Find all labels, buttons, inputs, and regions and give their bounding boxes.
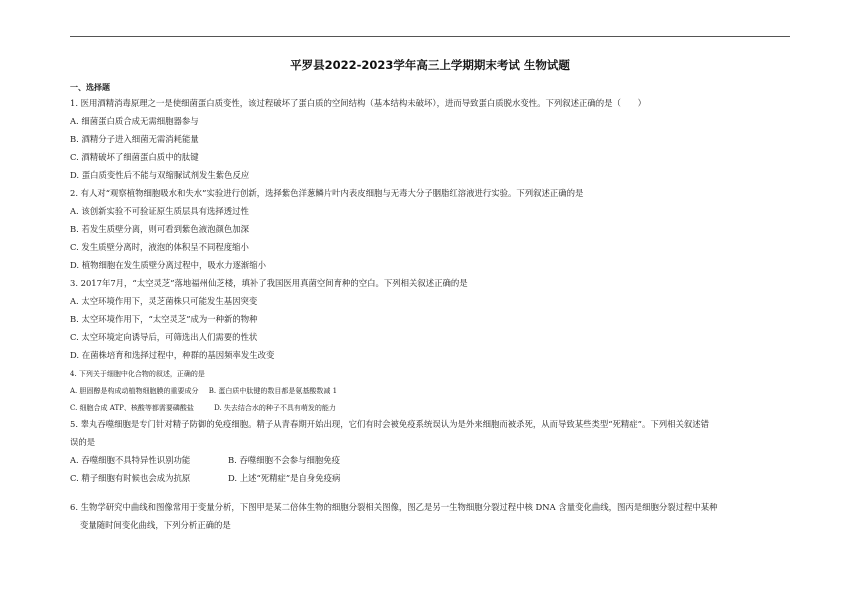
question-5-option-d: D. 上述“死精症”是自身免疫病 <box>228 473 341 483</box>
question-4-option-a: A. 胆固醇是构成动植物细胞膜的重要成分 <box>70 387 199 395</box>
question-3-option-d: D. 在菌株培育和选择过程中，种群的基因频率发生改变 <box>70 350 275 360</box>
question-4-option-d: D. 失去结合水的种子不具有萌发的能力 <box>214 404 336 412</box>
question-4-option-b: B. 蛋白质中肽键的数目都是氨基酸数减 1 <box>208 387 338 395</box>
question-1-option-b: B. 酒精分子进入细菌无需消耗能量 <box>70 134 199 144</box>
question-2-stem: 2. 有人对“观察植物细胞吸水和失水”实验进行创新，选择紫色洋葱鳞片叶内表皮细胞与无毒大分子胭脂红溶液进行实验。下列叙述正确的是 <box>70 188 584 198</box>
section-heading: 一、选择题 <box>70 83 110 92</box>
question-2-option-a: A. 该创新实验不可验证原生质层具有选择透过性 <box>70 206 249 216</box>
question-5-stem-line-1: 5. 睾丸吞噬细胞是专门针对精子防御的免疫细胞。精子从青春期开始出现，它们有时会被免疫系统误认为是外来细胞而被杀死，从而导致某些类型“死精症”。下列相关叙述错 <box>70 419 709 429</box>
question-2-option-c: C. 发生质壁分离时，液泡的体积呈不同程度缩小 <box>70 242 249 252</box>
question-4-option-c: C. 细胞合成 ATP、核酸等都需要磷酸盐 <box>70 404 194 412</box>
question-3-option-b: B. 太空环境作用下，“太空灵芝”成为一种新的物种 <box>70 314 258 324</box>
question-2-option-b: B. 若发生质壁分离，则可看到紫色液泡颜色加深 <box>70 224 249 234</box>
header-rule <box>70 36 790 37</box>
question-3-option-a: A. 太空环境作用下，灵芝菌株只可能发生基因突变 <box>70 296 258 306</box>
question-1-option-d: D. 蛋白质变性后不能与双缩脲试剂发生紫色反应 <box>70 170 250 180</box>
question-5-options-row-1 <box>70 455 792 466</box>
question-1-option-a: A. 细菌蛋白质合成无需细胞器参与 <box>70 116 199 126</box>
question-5-option-c: C. 精子细胞有时候也会成为抗原 <box>70 473 191 483</box>
question-5-option-a: A. 吞噬细胞不具特异性识别功能 <box>70 455 191 465</box>
question-6-stem-line-2: 变量随时间变化曲线，下列分析正确的是 <box>80 520 231 530</box>
question-5-options-row-2 <box>70 473 792 484</box>
question-4-options-row-1 <box>70 386 792 397</box>
page-title: 平罗县2022-2023学年高三上学期期末考试 生物试题 <box>290 58 570 72</box>
question-3-stem: 3. 2017年7月，“太空灵芝”落地福州仙芝楼，填补了我国医用真菌空间育种的空白。下列相关叙述正确的是 <box>70 278 468 288</box>
question-1-stem: 1. 医用酒精消毒原理之一是使细菌蛋白质变性，该过程破坏了蛋白质的空间结构（基本结构未破坏），进而导致蛋白质脱水变性。下列叙述正确的是（ ） <box>70 98 646 108</box>
question-6-stem-line-1: 6. 生物学研究中曲线和图像常用于变量分析，下图甲是某二倍体生物的细胞分裂相关图像，图乙是另一生物细胞分裂过程中核 DNA 含量变化曲线，图丙是细胞分裂过程中某种 <box>70 502 718 512</box>
question-4-stem: 4. 下列关于细胞中化合物的叙述，正确的是 <box>70 370 205 378</box>
question-5-option-b: B. 吞噬细胞不会参与细胞免疫 <box>228 455 340 465</box>
question-1-option-c: C. 酒精破坏了细菌蛋白质中的肽键 <box>70 152 199 162</box>
question-5-stem-line-2: 误的是 <box>70 437 96 447</box>
question-4-options-row-2 <box>70 403 792 414</box>
question-2-option-d: D. 植物细胞在发生质壁分离过程中，吸水力逐渐缩小 <box>70 260 266 270</box>
question-3-option-c: C. 太空环境定向诱导后，可筛选出人们需要的性状 <box>70 332 258 342</box>
